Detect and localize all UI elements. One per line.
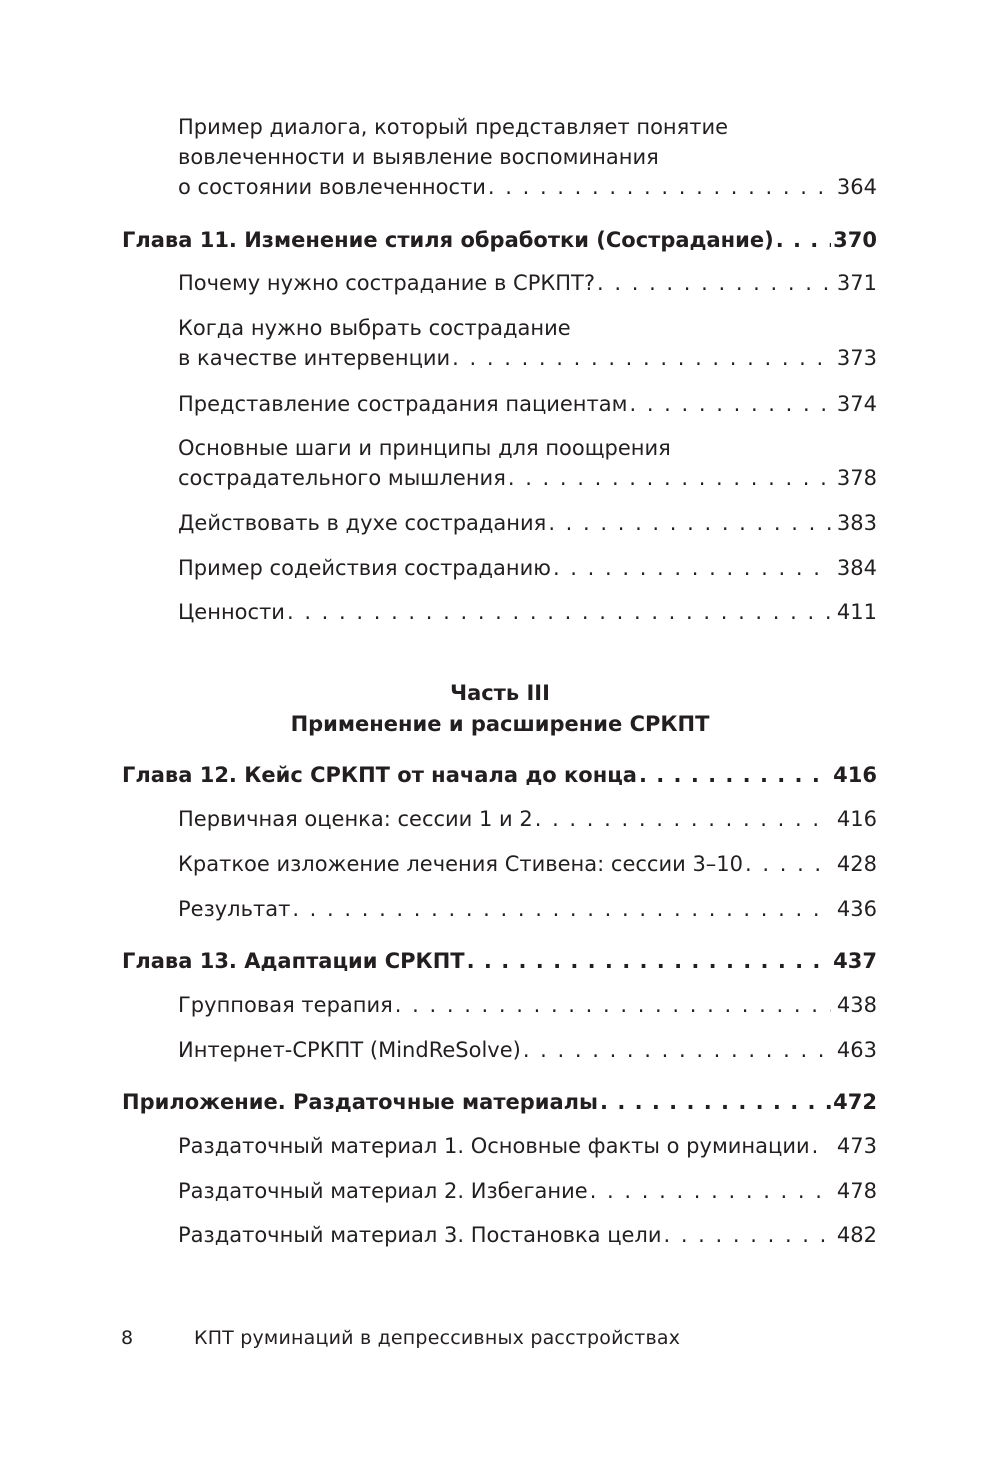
toc-page-number: 428 [836, 852, 877, 876]
toc-entry[interactable] [178, 268, 877, 298]
toc-entry-dialog-line2 [178, 142, 877, 172]
dot-leader [629, 389, 830, 419]
toc-page-number: 364 [836, 175, 877, 199]
toc-entry-title: Краткое изложение лечения Стивена: сессии 3–10 [178, 852, 744, 876]
toc-entry[interactable] [178, 389, 877, 419]
toc-entry-title: Действовать в духе сострадания [178, 511, 547, 535]
toc-entry-title: сострадательного мышления [178, 466, 506, 490]
toc-page-number: 370 [833, 228, 877, 252]
page-number: 8 [121, 1327, 134, 1349]
toc-entry[interactable] [178, 849, 877, 879]
dot-leader [553, 553, 831, 583]
toc-entry[interactable] [178, 894, 877, 924]
toc-page-number: 472 [833, 1090, 877, 1114]
running-title: КПТ руминаций в депрессивных расстройствах [194, 1327, 681, 1349]
toc-entry[interactable] [178, 343, 877, 373]
part-label: Часть III [450, 681, 550, 705]
toc-page-number: 416 [836, 807, 877, 831]
dot-leader [467, 946, 832, 976]
toc-chapter-13[interactable] [122, 946, 877, 976]
toc-page-number: 384 [836, 556, 877, 580]
toc-page-number: 416 [833, 763, 877, 787]
toc-entry-title: в качестве интервенции [178, 346, 451, 370]
toc-chapter-title: Приложение. Раздаточные материалы [122, 1090, 599, 1114]
toc-entry[interactable] [178, 804, 877, 834]
toc-entry[interactable] [178, 1035, 877, 1065]
toc-entry-dialog-line1 [178, 112, 877, 142]
toc-chapter-12[interactable] [122, 760, 877, 790]
toc-entry-title: о состоянии вовлеченности [178, 175, 486, 199]
toc-page-number: 482 [836, 1223, 877, 1247]
dot-leader [535, 804, 831, 834]
toc-page-number: 438 [836, 993, 877, 1017]
toc-entry-text: Пример диалога, который представляет понятие [178, 115, 729, 139]
toc-page-number: 373 [836, 346, 877, 370]
toc-entry-title: Результат [178, 897, 291, 921]
toc-entry-text: Когда нужно выбрать сострадание [178, 316, 571, 340]
toc-entry-text: вовлеченности и выявление воспоминания [178, 145, 659, 169]
toc-entry[interactable] [178, 990, 877, 1020]
toc-entry-title: Раздаточный материал 1. Основные факты о руминации [178, 1134, 810, 1158]
toc-entry-title: Представление сострадания пациентам [178, 392, 628, 416]
dot-leader [597, 268, 831, 298]
dot-leader [488, 172, 831, 202]
dot-leader [508, 463, 831, 493]
toc-entry-title: Почему нужно сострадание в СРКПТ? [178, 271, 596, 295]
toc-chapter-11[interactable] [122, 225, 877, 255]
toc-entry-title: Ценности [178, 600, 285, 624]
dot-leader [548, 508, 831, 538]
toc-page-number: 371 [836, 271, 877, 295]
dot-leader [600, 1087, 831, 1117]
toc-entry[interactable] [178, 553, 877, 583]
dot-leader [287, 597, 831, 627]
toc-entry-title: Групповая терапия [178, 993, 393, 1017]
toc-entry[interactable] [178, 508, 877, 538]
toc-entry-text: Основные шаги и принципы для поощрения [178, 436, 671, 460]
toc-entry-title: Пример содействия состраданию [178, 556, 551, 580]
toc-entry[interactable] [178, 1220, 877, 1250]
dot-leader [639, 760, 831, 790]
toc-entry-title: Раздаточный материал 3. Постановка цели [178, 1223, 662, 1247]
toc-page-number: 374 [836, 392, 877, 416]
toc-page-number: 378 [836, 466, 877, 490]
toc-page-number: 436 [836, 897, 877, 921]
toc-entry-title: Раздаточный материал 2. Избегание [178, 1179, 588, 1203]
dot-leader [590, 1176, 831, 1206]
toc-entry-title: Первичная оценка: сессии 1 и 2 [178, 807, 533, 831]
dot-leader [745, 849, 831, 879]
toc-page-number: 478 [836, 1179, 877, 1203]
toc-chapter-title: Глава 12. Кейс СРКПТ от начала до конца [122, 763, 637, 787]
part-title: Применение и расширение СРКПТ [290, 712, 710, 736]
toc-page-number: 463 [836, 1038, 877, 1062]
toc-entry-title: Интернет-СРКПТ (MindReSolve) [178, 1038, 521, 1062]
toc-page-number: 411 [836, 600, 877, 624]
toc-entry-line1 [178, 433, 877, 463]
toc-page-number: 473 [836, 1134, 877, 1158]
dot-leader [523, 1035, 831, 1065]
toc-entry[interactable] [178, 1176, 877, 1206]
toc-page-number: 383 [836, 511, 877, 535]
toc-chapter-title: Глава 13. Адаптации СРКПТ [122, 949, 465, 973]
toc-entry[interactable] [178, 463, 877, 493]
toc-chapter-title: Глава 11. Изменение стиля обработки (Сострадание) [122, 228, 774, 252]
dot-leader [452, 343, 831, 373]
toc-entry[interactable] [178, 597, 877, 627]
dot-leader [776, 225, 831, 255]
dot-leader [292, 894, 831, 924]
dot-leader [812, 1131, 831, 1161]
toc-entry-line1 [178, 313, 877, 343]
dot-leader [395, 990, 831, 1020]
toc-entry[interactable] [178, 1131, 877, 1161]
dot-leader [663, 1220, 830, 1250]
toc-entry-dialog[interactable] [178, 172, 877, 202]
toc-page-number: 437 [833, 949, 877, 973]
toc-appendix[interactable] [122, 1087, 877, 1117]
